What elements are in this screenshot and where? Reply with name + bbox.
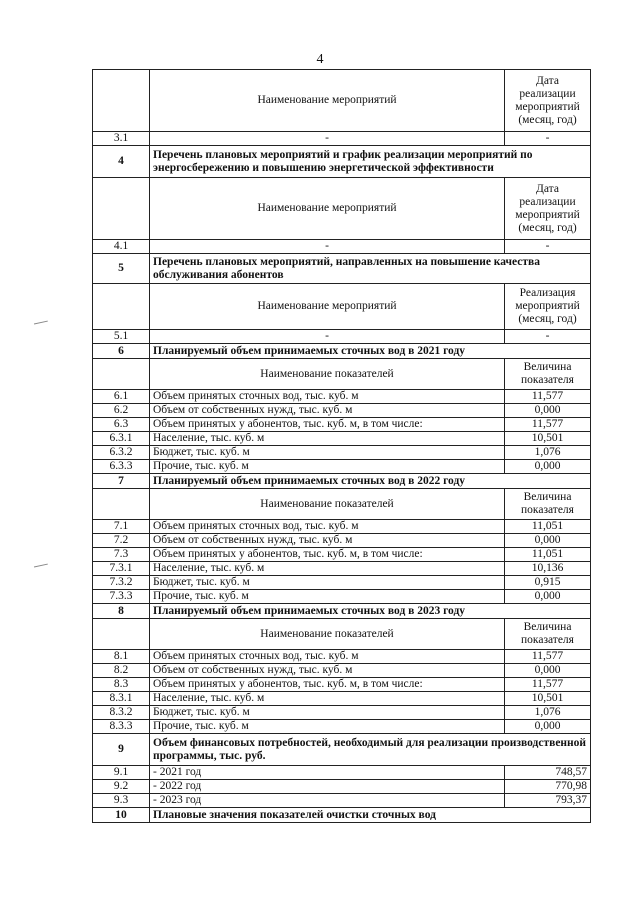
column-header-name: Наименование показателей [150,619,505,650]
table-row [93,780,591,794]
row-name: Бюджет, тыс. куб. м [150,706,505,720]
row-value: 0,000 [505,404,591,418]
scan-mark [34,564,48,569]
column-header-value: Дата реализации мероприятий (месяц, год) [505,178,591,240]
row-name: - [150,240,505,254]
row-value: 10,501 [505,692,591,706]
row-name: - [150,132,505,146]
row-number: 5.1 [93,330,150,344]
header-row [93,359,591,390]
column-header-value: Реализация мероприятий (месяц, год) [505,284,591,330]
section-title: Планируемый объем принимаемых сточных вод в 2023 году [150,604,591,619]
row-number: 6.3.2 [93,446,150,460]
section-number: 4 [93,146,150,178]
row-value: 11,577 [505,678,591,692]
row-name: Объем от собственных нужд, тыс. куб. м [150,404,505,418]
row-value: 748,57 [505,766,591,780]
section-title: Планируемый объем принимаемых сточных вод в 2021 году [150,344,591,359]
table-row [93,692,591,706]
row-name: Бюджет, тыс. куб. м [150,576,505,590]
table-row [93,404,591,418]
table-row [93,418,591,432]
row-number: 6.3.1 [93,432,150,446]
table-row [93,678,591,692]
row-value: 11,577 [505,650,591,664]
section-row [93,734,591,766]
row-number: 7.3.1 [93,562,150,576]
row-name: Объем от собственных нужд, тыс. куб. м [150,664,505,678]
section-title: Плановые значения показателей очистки сточных вод [150,808,591,823]
row-number: 7.3 [93,548,150,562]
section-title: Перечень плановых мероприятий, направленных на повышение качества обслуживания абонентов [150,254,591,284]
scan-mark [34,321,48,326]
column-header-name: Наименование показателей [150,489,505,520]
row-name: - 2023 год [150,794,505,808]
column-header-name: Наименование мероприятий [150,70,505,132]
row-name: Объем принятых сточных вод, тыс. куб. м [150,650,505,664]
row-number: 8.2 [93,664,150,678]
row-name: Объем принятых сточных вод, тыс. куб. м [150,520,505,534]
table-row [93,576,591,590]
row-name: - 2022 год [150,780,505,794]
header-row [93,489,591,520]
row-number: 9.3 [93,794,150,808]
table-row [93,432,591,446]
column-header-name: Наименование показателей [150,359,505,390]
row-value: 11,051 [505,520,591,534]
row-name: Население, тыс. куб. м [150,562,505,576]
table-row [93,794,591,808]
table-row [93,548,591,562]
table-row [93,520,591,534]
row-number: 4.1 [93,240,150,254]
row-name: Объем принятых у абонентов, тыс. куб. м, в том числе: [150,678,505,692]
page-number: 4 [316,52,324,67]
table-row [93,132,591,146]
empty-cell [93,359,150,390]
row-name: Объем от собственных нужд, тыс. куб. м [150,534,505,548]
row-name: - [150,330,505,344]
row-number: 8.3.3 [93,720,150,734]
row-value: - [505,132,591,146]
section-title: Объем финансовых потребностей, необходимый для реализации производственной программы, тыс. руб. [150,734,591,766]
row-number: 6.3 [93,418,150,432]
row-number: 7.3.3 [93,590,150,604]
row-name: Прочие, тыс. куб. м [150,590,505,604]
table-row [93,390,591,404]
row-name: Объем принятых сточных вод, тыс. куб. м [150,390,505,404]
row-name: Объем принятых у абонентов, тыс. куб. м, в том числе: [150,548,505,562]
section-title: Планируемый объем принимаемых сточных вод в 2022 году [150,474,591,489]
table-row [93,650,591,664]
section-row [93,604,591,619]
table-row [93,706,591,720]
row-name: Население, тыс. куб. м [150,692,505,706]
table-row [93,766,591,780]
row-name: Бюджет, тыс. куб. м [150,446,505,460]
row-number: 8.1 [93,650,150,664]
row-value: - [505,330,591,344]
row-number: 8.3.2 [93,706,150,720]
section-row [93,146,591,178]
header-row [93,70,591,132]
row-name: Население, тыс. куб. м [150,432,505,446]
row-value: 11,051 [505,548,591,562]
row-value: 1,076 [505,446,591,460]
column-header-name: Наименование мероприятий [150,284,505,330]
row-value: 11,577 [505,418,591,432]
row-number: 7.1 [93,520,150,534]
table-row [93,720,591,734]
row-name: Объем принятых у абонентов, тыс. куб. м, в том числе: [150,418,505,432]
header-row [93,284,591,330]
section-row [93,474,591,489]
empty-cell [93,489,150,520]
row-number: 3.1 [93,132,150,146]
program-table [92,69,591,823]
row-value: - [505,240,591,254]
section-number: 10 [93,808,150,823]
empty-cell [93,284,150,330]
row-value: 793,37 [505,794,591,808]
row-value: 0,000 [505,664,591,678]
section-number: 8 [93,604,150,619]
section-number: 9 [93,734,150,766]
column-header-value: Величина показателя [505,619,591,650]
column-header-value: Дата реализации мероприятий (месяц, год) [505,70,591,132]
row-name: - 2021 год [150,766,505,780]
table-row [93,240,591,254]
row-number: 8.3.1 [93,692,150,706]
row-value: 11,577 [505,390,591,404]
empty-cell [93,619,150,650]
section-number: 6 [93,344,150,359]
table-row [93,534,591,548]
section-row [93,254,591,284]
row-value: 0,000 [505,720,591,734]
empty-cell [93,178,150,240]
row-value: 0,000 [505,590,591,604]
table-row [93,590,591,604]
row-value: 0,915 [505,576,591,590]
row-number: 9.1 [93,766,150,780]
section-row [93,344,591,359]
empty-cell [93,70,150,132]
row-value: 10,136 [505,562,591,576]
header-row [93,178,591,240]
row-value: 0,000 [505,534,591,548]
row-value: 1,076 [505,706,591,720]
row-value: 10,501 [505,432,591,446]
table-row [93,330,591,344]
row-value: 0,000 [505,460,591,474]
table-row [93,460,591,474]
row-number: 7.3.2 [93,576,150,590]
section-number: 7 [93,474,150,489]
row-number: 7.2 [93,534,150,548]
header-row [93,619,591,650]
section-row [93,808,591,823]
row-name: Прочие, тыс. куб. м [150,720,505,734]
row-number: 6.1 [93,390,150,404]
column-header-value: Величина показателя [505,359,591,390]
column-header-name: Наименование мероприятий [150,178,505,240]
row-value: 770,98 [505,780,591,794]
row-number: 9.2 [93,780,150,794]
table-row [93,446,591,460]
row-number: 6.2 [93,404,150,418]
row-number: 8.3 [93,678,150,692]
table-row [93,664,591,678]
column-header-value: Величина показателя [505,489,591,520]
table-row [93,562,591,576]
section-number: 5 [93,254,150,284]
section-title: Перечень плановых мероприятий и график реализации мероприятий по энергосбережению и повышению энергетической эффективности [150,146,591,178]
row-number: 6.3.3 [93,460,150,474]
row-name: Прочие, тыс. куб. м [150,460,505,474]
